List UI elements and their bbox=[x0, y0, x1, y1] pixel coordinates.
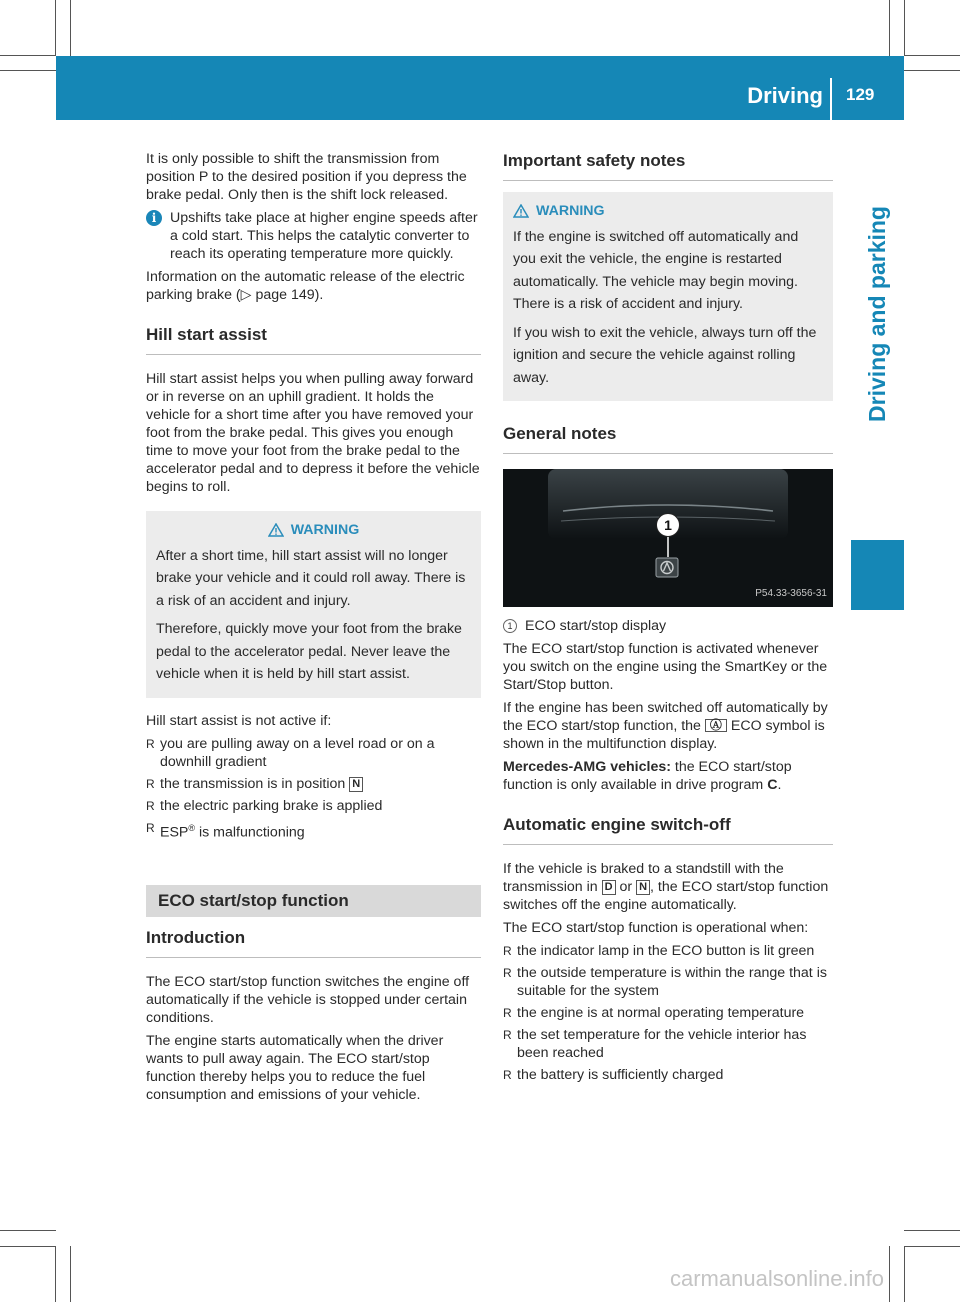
paragraph-text: If the vehicle is braked to a standstill with the transmission in bbox=[503, 861, 784, 895]
callout-item bbox=[503, 617, 833, 635]
section-heading: Important safety notes bbox=[503, 150, 833, 181]
paragraph: Hill start assist is not active if: bbox=[146, 712, 332, 729]
header-section-title: Driving bbox=[747, 83, 823, 108]
figure-callout-number: 1 bbox=[664, 517, 672, 533]
crop-mark bbox=[904, 0, 905, 56]
crop-mark bbox=[70, 1246, 71, 1302]
paragraph: Hill start assist helps you when pulling away forward or in reverse on an uphill gradient. It holds the vehicle for a short time after you have removed your foot from the brake pedal. This gives you enough time to move your foot from the brake pedal to the accelerator pedal and to depress it before the vehicle begins to roll. bbox=[146, 371, 480, 495]
watermark: carmanualsonline.info bbox=[670, 1266, 885, 1291]
eco-display-figure bbox=[503, 469, 833, 607]
list-item bbox=[146, 819, 481, 842]
callout-text: ECO start/stop display bbox=[525, 618, 667, 634]
section-heading: Introduction bbox=[146, 927, 481, 958]
list-item-text: ESP bbox=[160, 824, 189, 841]
crop-mark bbox=[55, 1246, 56, 1302]
warning-title: WARNING bbox=[536, 203, 605, 219]
paragraph: The engine starts automatically when the driver wants to pull away again. The ECO start/stop function thereby helps you to reduce the fuel consumption and emissions of your vehicle. bbox=[146, 1033, 444, 1104]
callout-number: 1 bbox=[503, 619, 517, 633]
paragraph bbox=[503, 758, 833, 794]
crop-mark bbox=[904, 1246, 905, 1302]
list-item: R the electric parking brake is applied bbox=[146, 797, 481, 815]
paragraph bbox=[503, 699, 833, 753]
crop-mark bbox=[904, 1230, 960, 1231]
list-item bbox=[146, 775, 481, 793]
paragraph: Information on the automatic release of the electric parking brake (▷ page 149). bbox=[146, 269, 465, 303]
crop-mark bbox=[904, 1246, 960, 1247]
chapter-heading: ECO start/stop function bbox=[146, 885, 481, 917]
paragraph bbox=[503, 860, 833, 914]
crop-mark bbox=[70, 0, 71, 56]
paragraph-text: , the ECO start/stop function switches off the engine automatically. bbox=[503, 879, 829, 913]
warning-text: If you wish to exit the vehicle, always turn off the ignition and secure the vehicle against rolling away. bbox=[513, 324, 817, 386]
bullet-list bbox=[503, 942, 833, 1084]
amg-label: Mercedes-AMG vehicles: bbox=[503, 759, 671, 775]
header-divider bbox=[830, 78, 832, 120]
warning-box bbox=[503, 192, 833, 401]
warning-text: If the engine is switched off automatically and you exit the vehicle, the engine is restarted automatically. The vehicle may begin moving. There is a risk of accident and injury. bbox=[513, 228, 799, 312]
warning-title: WARNING bbox=[290, 522, 360, 538]
bullet-list bbox=[146, 735, 481, 842]
warning-triangle-icon bbox=[268, 523, 284, 537]
warning-header bbox=[513, 200, 823, 223]
warning-text: After a short time, hill start assist will no longer brake your vehicle and it could roll away. There is a risk of an accident and injury. bbox=[156, 547, 466, 609]
right-column bbox=[503, 150, 833, 1089]
list-item-text: is malfunctioning bbox=[195, 824, 305, 841]
paragraph-text: . bbox=[777, 777, 782, 793]
figure-reference-label: P54.33-3656-31 bbox=[755, 588, 827, 599]
list-item: R the battery is sufficiently charged bbox=[503, 1066, 833, 1084]
list-item-text: the transmission is in position bbox=[160, 775, 346, 792]
side-tab-marker bbox=[851, 540, 904, 610]
paragraph-text: If the engine has been switched off automatically by the ECO start/stop function, the bbox=[503, 700, 828, 734]
gear-key-d: D bbox=[602, 880, 616, 895]
section-heading: Automatic engine switch-off bbox=[503, 814, 833, 845]
list-item: R the set temperature for the vehicle interior has been reached bbox=[503, 1026, 833, 1062]
list-item: R you are pulling away on a level road or on a downhill gradient bbox=[146, 735, 481, 771]
crop-mark bbox=[0, 55, 56, 56]
section-heading: General notes bbox=[503, 423, 833, 454]
side-tab-label: Driving and parking bbox=[864, 206, 890, 422]
list-item: R the indicator lamp in the ECO button is lit green bbox=[503, 942, 833, 960]
info-icon: i bbox=[146, 210, 162, 226]
crop-mark bbox=[889, 1246, 890, 1302]
paragraph: The ECO start/stop function is operational when: bbox=[503, 920, 809, 936]
left-column bbox=[146, 150, 481, 1109]
crop-mark bbox=[889, 0, 890, 56]
crop-mark bbox=[0, 1230, 56, 1231]
paragraph-text: or bbox=[619, 879, 633, 895]
warning-text: Therefore, quickly move your foot from the brake pedal to the accelerator pedal. Never leave the vehicle when it is held by hill start assist. bbox=[156, 621, 462, 682]
info-note-text: Upshifts take place at higher engine speeds after a cold start. This helps the catalytic converter to reach its operating temperature more quickly. bbox=[170, 210, 478, 262]
registered-mark: ® bbox=[188, 822, 196, 833]
page-number: 129 bbox=[846, 85, 875, 104]
crop-mark bbox=[0, 70, 56, 71]
paragraph-text: ECO symbol is shown in the multifunction display. bbox=[503, 718, 825, 752]
paragraph-text: the ECO start/stop function is only available in drive program bbox=[503, 759, 792, 793]
eco-symbol-icon: Ⓐ bbox=[705, 719, 727, 732]
paragraph: The ECO start/stop function is activated whenever you switch on the engine using the SmartKey or the Start/Stop button. bbox=[503, 641, 828, 693]
crop-mark bbox=[904, 55, 960, 56]
warning-box bbox=[146, 511, 481, 698]
warning-header bbox=[156, 519, 471, 542]
paragraph: It is only possible to shift the transmission from position P to the desired position if you depress the brake pedal. Only then is the shift lock released. bbox=[146, 151, 467, 203]
warning-triangle-icon bbox=[513, 204, 529, 218]
crop-mark bbox=[0, 1246, 56, 1247]
info-note bbox=[146, 209, 481, 263]
gear-key-n: N bbox=[636, 880, 650, 895]
section-heading: Hill start assist bbox=[146, 324, 481, 355]
crop-mark bbox=[904, 70, 960, 71]
list-item: R the engine is at normal operating temperature bbox=[503, 1004, 833, 1022]
crop-mark bbox=[55, 0, 56, 56]
paragraph: The ECO start/stop function switches the engine off automatically if the vehicle is stopped under certain conditions. bbox=[146, 974, 470, 1027]
list-item: R the outside temperature is within the range that is suitable for the system bbox=[503, 964, 833, 1000]
drive-program: C bbox=[767, 777, 778, 793]
gear-key-n: N bbox=[349, 777, 363, 792]
